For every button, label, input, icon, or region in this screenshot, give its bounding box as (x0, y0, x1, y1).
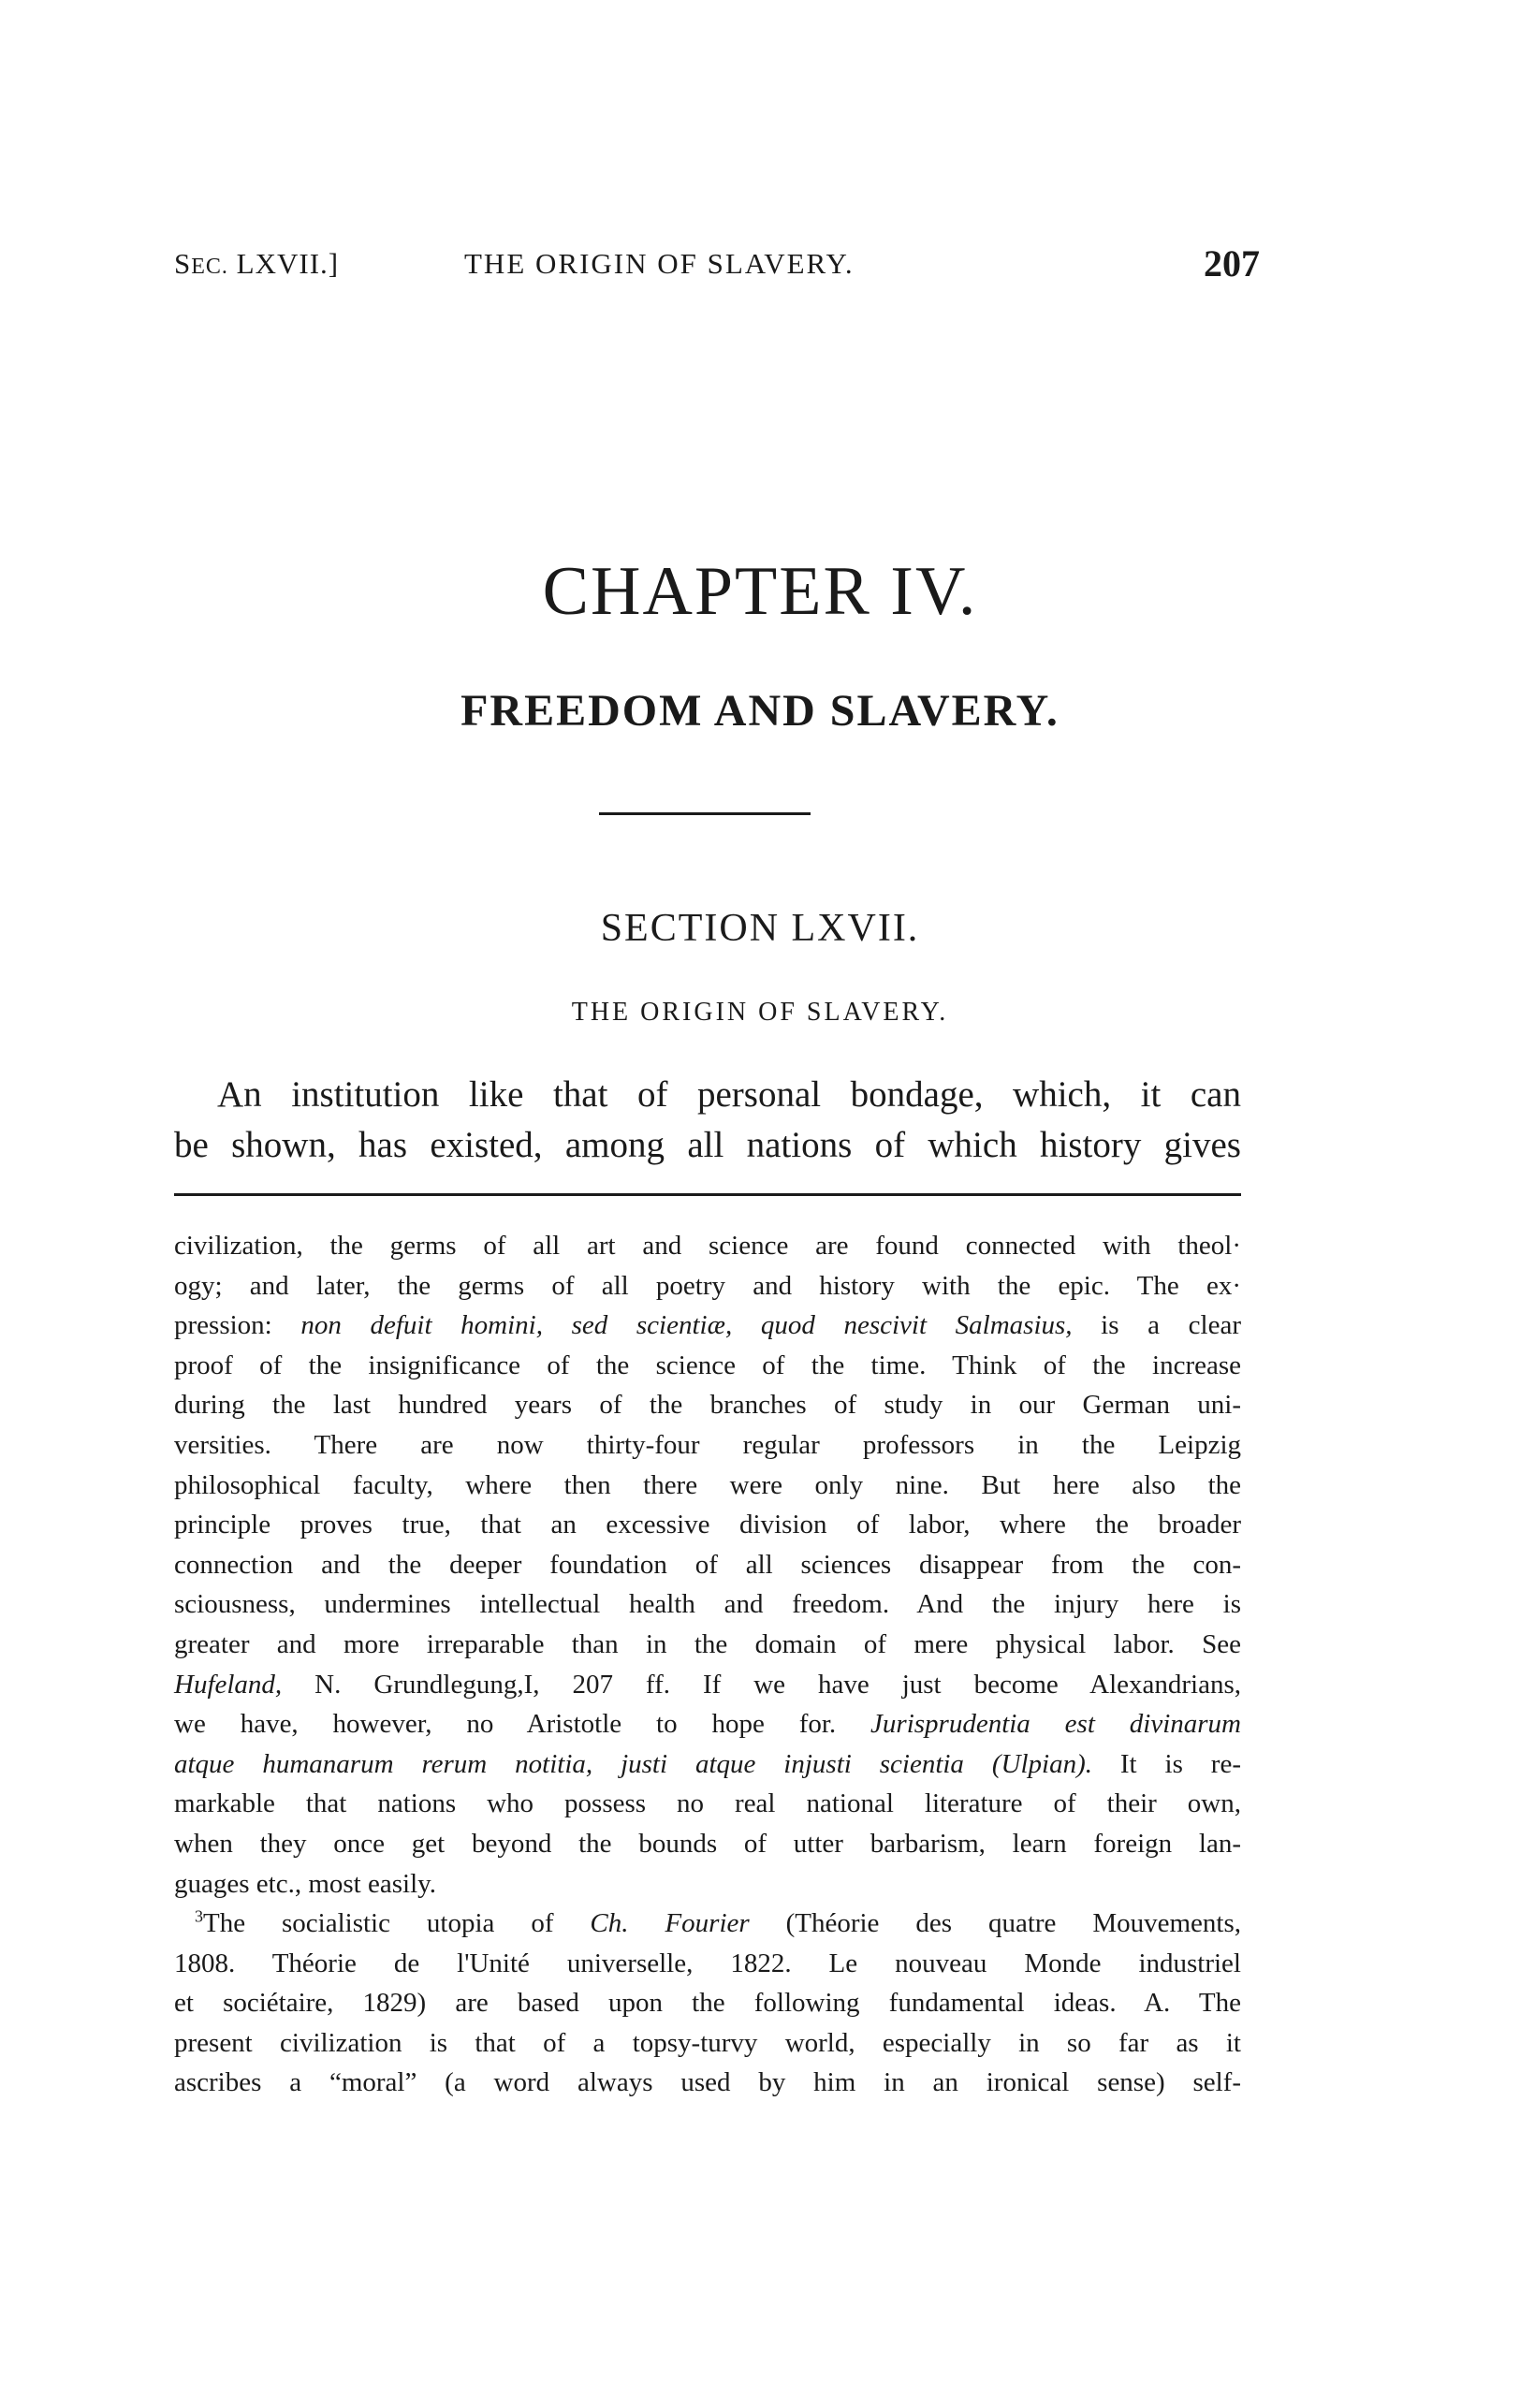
footnote-line: philosophical faculty, where then there were only nine. But here also the (174, 1469, 1241, 1500)
footnote-line (174, 1704, 1241, 1744)
footnote-author-name: Hufeland, (174, 1669, 283, 1700)
footnote-line: present civilization is that of a topsy-turvy world, especially in so far as it (174, 2027, 1241, 2058)
footnote-line: when they once get beyond the bounds of utter barbarism, learn foreign lan- (174, 1828, 1241, 1859)
page-number: 207 (1204, 242, 1260, 285)
footnote-italic-quote: non defuit homini, sed scientiæ, quod nescivit Salmasius, (300, 1310, 1073, 1341)
footnote-marker: 3 (195, 1906, 203, 1926)
running-header-section-number: LXVII.] (227, 247, 340, 280)
section-number: SECTION LXVII. (600, 907, 920, 950)
footnote-line (174, 1744, 1241, 1785)
body-line: An institution like that of personal bondage, which, it can (217, 1074, 1241, 1115)
footnote-line (174, 1306, 1241, 1346)
footnote-line: ogy; and later, the germs of all poetry and history with the epic. The ex· (174, 1270, 1241, 1301)
footnote-line: 1808. Théorie de l'Unité universelle, 1822. Le nouveau Monde industriel (174, 1948, 1241, 1978)
footnote-line: et sociétaire, 1829) are based upon the following fundamental ideas. A. The (174, 1988, 1241, 2019)
footnote-text: we have, however, no Aristotle to hope for. (174, 1709, 871, 1740)
footnote-line: during the last hundred years of the branches of study in our German uni- (174, 1390, 1241, 1421)
footnote-text: pression: (174, 1310, 301, 1341)
running-header-prefix-initial: S (174, 247, 192, 280)
chapter-divider (599, 812, 811, 815)
running-header-title: THE ORIGIN OF SLAVERY. (464, 247, 855, 280)
footnote-text: The socialistic utopia of (203, 1908, 591, 1939)
footnote-line: sciousness, undermines intellectual health and freedom. And the injury here is (174, 1589, 1241, 1620)
footnote-line: guages etc., most easily. (174, 1868, 436, 1899)
footnote-text: (Théorie des quatre Mouvements, (749, 1908, 1242, 1939)
footnote-text: is a clear (1072, 1310, 1241, 1341)
chapter-title: CHAPTER IV. (542, 553, 978, 630)
chapter-subtitle: FREEDOM AND SLAVERY. (460, 686, 1060, 736)
footnote-line (174, 1665, 1241, 1705)
footnotes (174, 1226, 1241, 2103)
footnote-line: greater and more irreparable than in the domain of mere physical labor. See (174, 1628, 1241, 1659)
footnote-line: civilization, the germs of all art and science are found connected with theol· (174, 1231, 1241, 1261)
footnote-line (174, 1904, 1241, 1944)
footnote-line: ascribes a “moral” (a word always used by him in an ironical sense) self- (174, 2067, 1241, 2098)
running-header-prefix-rest: EC. (191, 255, 228, 279)
footnote-line: connection and the deeper foundation of all sciences disappear from the con- (174, 1549, 1241, 1580)
footnote-text: It is re- (1091, 1748, 1241, 1779)
running-header-section (174, 247, 339, 281)
footnote-text: N. Grundlegung,I, 207 ff. If we have just become Alexandrians, (282, 1669, 1241, 1700)
running-header (174, 241, 1260, 288)
footnote-line: markable that nations who possess no real national literature of their own, (174, 1788, 1241, 1819)
footnote-divider (174, 1193, 1241, 1196)
footnote-italic-quote: atque humanarum rerum notitia, justi atque injusti scientia (Ulpian). (174, 1748, 1092, 1779)
footnote-line: versities. There are now thirty-four regular professors in the Leipzig (174, 1429, 1241, 1460)
footnote-italic-quote: Jurisprudentia est divinarum (870, 1709, 1241, 1740)
footnote-author-name: Ch. Fourier (590, 1908, 750, 1939)
footnote-line: proof of the insignificance of the science of the time. Think of the increase (174, 1350, 1241, 1380)
body-text (174, 1070, 1241, 1171)
footnote-line: principle proves true, that an excessive division of labor, where the broader (174, 1510, 1241, 1540)
section-title: THE ORIGIN OF SLAVERY. (571, 998, 949, 1027)
body-line: be shown, has existed, among all nations of which history gives (174, 1125, 1241, 1165)
